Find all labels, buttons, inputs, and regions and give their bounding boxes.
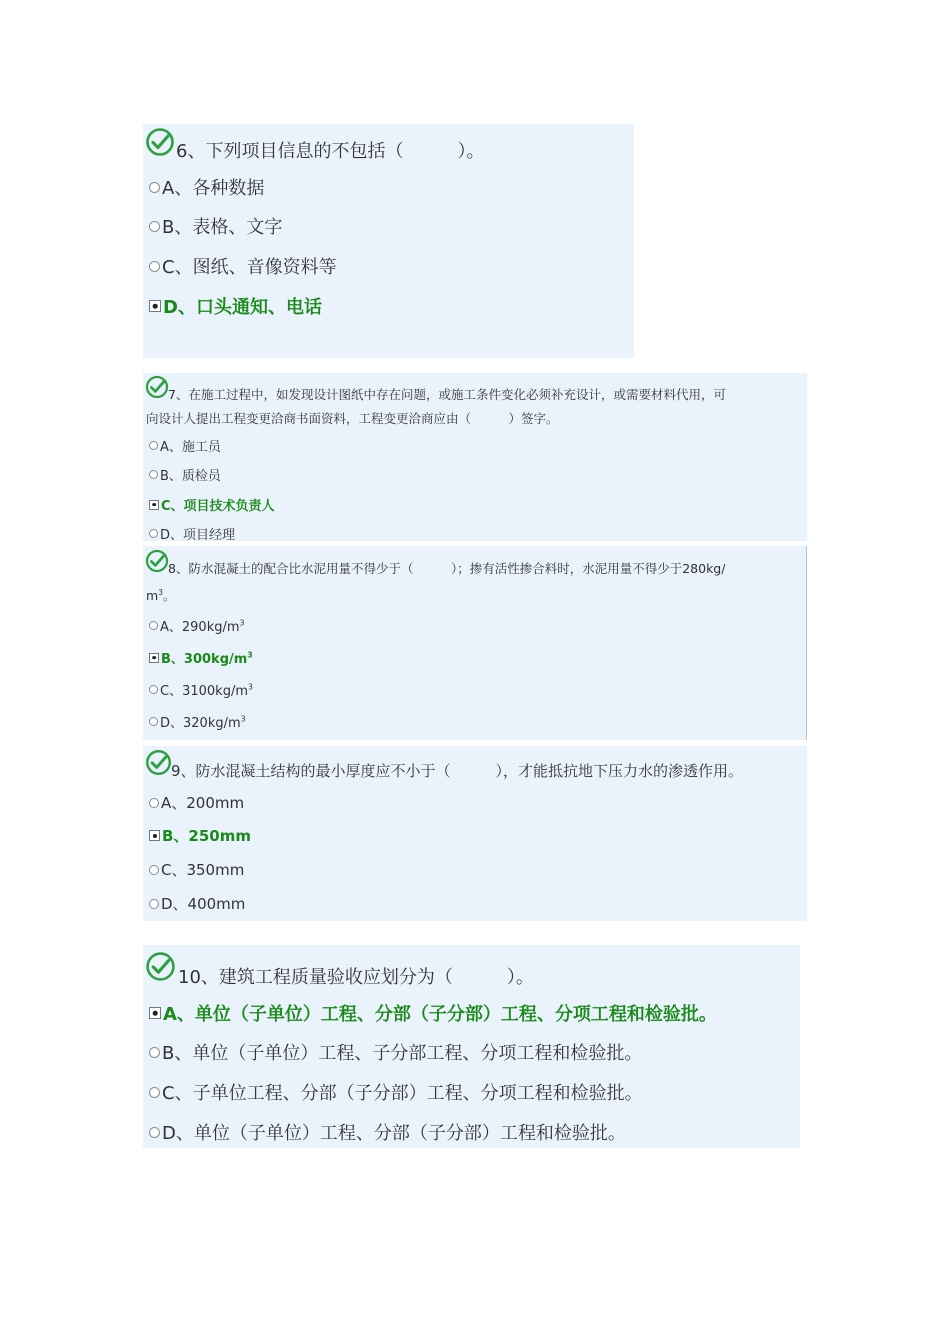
option-label: C、图纸、音像资料等: [162, 257, 337, 278]
radio-button[interactable]: [149, 1047, 160, 1058]
option-b-selected[interactable]: [149, 648, 253, 667]
question-card-9: [143, 746, 807, 921]
selected-radio-button[interactable]: [149, 1007, 161, 1019]
correct-check-icon: [145, 951, 176, 986]
option-b-selected[interactable]: [149, 825, 251, 846]
option-d[interactable]: [149, 712, 246, 731]
radio-button[interactable]: [149, 865, 159, 875]
option-label: A、200mm: [161, 794, 245, 812]
option-label: C、子单位工程、分部（子分部）工程、分项工程和检验批。: [162, 1083, 643, 1104]
option-label: B、单位（子单位）工程、子分部工程、分项工程和检验批。: [162, 1043, 643, 1064]
option-label: C、项目技术负责人: [161, 499, 275, 514]
correct-check-icon: [145, 127, 175, 161]
option-d[interactable]: [149, 893, 245, 914]
option-c[interactable]: [149, 1079, 643, 1105]
option-c[interactable]: [149, 253, 337, 279]
option-b[interactable]: [149, 213, 282, 239]
radio-button[interactable]: [149, 621, 158, 630]
question-text-line-2: 向设计人提出工程变更洽商书面资料，工程变更洽商应由（ ）签字。: [146, 411, 559, 426]
option-d[interactable]: [149, 1119, 626, 1145]
option-label: D、单位（子单位）工程、分部（子分部）工程和检验批。: [162, 1123, 626, 1144]
option-label: D、口头通知、电话: [163, 297, 322, 318]
radio-button[interactable]: [149, 1127, 160, 1138]
question-text-line-1: 8、防水混凝土的配合比水泥用量不得少于（ ）；掺有活性掺合料时，水泥用量不得少于280kg/: [168, 561, 726, 576]
option-label: D、$320kg/m^3$: [160, 714, 246, 731]
option-a[interactable]: [149, 792, 244, 813]
option-label: A、$290kg/m^3$: [160, 618, 245, 635]
selected-radio-button[interactable]: [149, 500, 159, 510]
selected-radio-button[interactable]: [149, 830, 160, 841]
correct-check-icon: [145, 375, 169, 403]
radio-button[interactable]: [149, 685, 158, 694]
option-label: C、$3100kg/m^3$: [160, 682, 253, 699]
option-c[interactable]: [149, 680, 253, 699]
option-a-selected[interactable]: [149, 1000, 717, 1026]
question-text: 6、下列项目信息的不包括（ ）。: [176, 141, 485, 162]
option-label: A、单位（子单位）工程、分部（子分部）工程、分项工程和检验批。: [163, 1004, 717, 1025]
selected-radio-button[interactable]: [149, 653, 159, 663]
option-c[interactable]: [149, 859, 244, 880]
option-label: D、项目经理: [160, 528, 236, 543]
option-label: B、质检员: [160, 469, 221, 484]
radio-button[interactable]: [149, 441, 158, 450]
option-label: B、250mm: [162, 827, 252, 845]
option-a[interactable]: [149, 616, 245, 635]
question-card-6: [143, 124, 634, 358]
question-card-10: [143, 945, 800, 1148]
option-label: B、$300kg/m^3$: [161, 650, 253, 667]
correct-check-icon: [145, 749, 172, 780]
radio-button[interactable]: [149, 899, 159, 909]
option-b[interactable]: [149, 465, 221, 484]
option-label: C、350mm: [161, 861, 245, 879]
radio-button[interactable]: [149, 1087, 160, 1098]
question-text: 10、建筑工程质量验收应划分为（ ）。: [178, 967, 534, 988]
option-d[interactable]: [149, 524, 235, 543]
question-card-8: [143, 546, 807, 740]
radio-button[interactable]: [149, 261, 160, 272]
question-text: 9、防水混凝土结构的最小厚度应不小于（ ），才能抵抗地下压力水的渗透作用。: [171, 762, 744, 780]
option-label: B、表格、文字: [162, 217, 283, 238]
option-c-selected[interactable]: [149, 495, 275, 514]
question-card-7: [143, 373, 807, 541]
question-text-line-2: $m^3$。: [146, 587, 176, 603]
radio-button[interactable]: [149, 529, 158, 538]
radio-button[interactable]: [149, 470, 158, 479]
question-text-line-1: 7、在施工过程中，如发现设计图纸中存在问题，或施工条件变化必须补充设计，或需要材料代用，可: [168, 387, 726, 402]
radio-button[interactable]: [149, 798, 159, 808]
radio-button[interactable]: [149, 221, 160, 232]
option-d-selected[interactable]: [149, 293, 322, 319]
option-a[interactable]: [149, 436, 221, 455]
option-a[interactable]: [149, 174, 264, 200]
selected-radio-button[interactable]: [149, 300, 161, 312]
option-label: D、400mm: [161, 895, 246, 913]
option-b[interactable]: [149, 1039, 642, 1065]
radio-button[interactable]: [149, 717, 158, 726]
correct-check-icon: [145, 549, 169, 577]
radio-button[interactable]: [149, 182, 160, 193]
option-label: A、各种数据: [162, 178, 265, 199]
option-label: A、施工员: [160, 440, 221, 455]
